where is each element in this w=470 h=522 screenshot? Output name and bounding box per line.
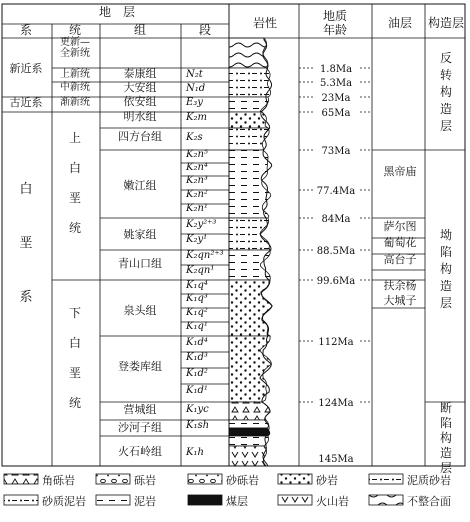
oil-layer-label: 扶余杨大城子 xyxy=(383,279,417,307)
legend-label: 不整合面 xyxy=(407,495,451,508)
formation-label: 大安组 xyxy=(123,81,157,94)
age-label: 99.6Ma xyxy=(316,276,356,287)
lithology-band xyxy=(229,112,268,128)
formation-column xyxy=(118,66,162,458)
formation-label: 嫩江组 xyxy=(123,179,157,192)
lithology-band xyxy=(229,446,267,466)
lithology-band xyxy=(229,38,268,68)
header-tectonic: 构造层 xyxy=(427,16,465,30)
legend-swatch-sandy-mudstone xyxy=(4,495,38,505)
member-code: K₂m xyxy=(186,112,207,123)
age-label: 88.5Ma xyxy=(316,246,356,257)
legend-label: 煤层 xyxy=(226,495,248,508)
member-code: K₂s xyxy=(186,132,203,143)
age-label: 73Ma xyxy=(321,146,351,157)
member-code: K₁yc xyxy=(186,404,209,415)
legend-swatch-angular-breccia xyxy=(4,474,38,484)
lithology-band xyxy=(229,402,270,420)
legend-swatch-sandstone xyxy=(278,474,312,484)
member-code: K₂n⁴ xyxy=(186,162,208,173)
member-code: K₁q⁴ xyxy=(186,280,208,291)
age-label: 84Ma xyxy=(321,214,351,225)
legend-swatch-muddy-sandstone xyxy=(369,474,403,484)
lithology-band xyxy=(229,336,271,402)
header-system: 系 xyxy=(19,23,33,37)
lithology-band xyxy=(229,436,268,446)
age-label: 1.8Ma xyxy=(319,64,353,75)
system-column xyxy=(10,61,43,305)
series-column xyxy=(60,36,90,410)
member-code: K₁q¹ xyxy=(186,321,208,332)
formation-label: 泰康组 xyxy=(123,67,157,80)
legend-swatch-coal xyxy=(188,495,222,505)
age-label: 112Ma xyxy=(318,337,354,348)
tectonic-label: 坳陷构造层 xyxy=(439,228,453,310)
legend-label: 砾岩 xyxy=(134,474,156,487)
legend-label: 砂岩 xyxy=(316,474,338,487)
legend xyxy=(4,473,451,508)
legend-swatch-unconformity xyxy=(369,495,403,505)
lithology-band xyxy=(229,128,269,150)
member-code: K₂qn¹ xyxy=(186,265,215,276)
table-header xyxy=(20,4,464,37)
tectonic-column xyxy=(440,51,452,475)
member-code: K₂n⁵ xyxy=(186,149,208,160)
member-code: K₁d² xyxy=(186,368,208,379)
legend-label: 砂砾岩 xyxy=(226,474,259,487)
member-code: K₁d⁴ xyxy=(186,337,208,348)
oil-layer-column xyxy=(384,164,417,307)
header-age: 地质年龄 xyxy=(322,9,348,37)
lithology-band xyxy=(229,68,271,97)
oil-layer-label: 葡萄花 xyxy=(383,236,417,249)
formation-label: 泉头组 xyxy=(123,304,157,317)
member-code: K₂n³ xyxy=(186,175,208,186)
member-code: K₁d³ xyxy=(186,352,208,363)
formation-label: 明水组 xyxy=(123,110,157,123)
header-series: 统 xyxy=(68,23,82,37)
member-code: K₂qn²⁺³ xyxy=(186,250,224,261)
legend-label: 火山岩 xyxy=(316,495,349,508)
lithology-column xyxy=(229,38,272,466)
member-code: K₁q² xyxy=(186,307,208,318)
series-label: 更新—全新统 xyxy=(60,37,90,59)
system-label: 古近系 xyxy=(9,96,43,109)
formation-label: 青山口组 xyxy=(118,257,162,270)
legend-label: 角砾岩 xyxy=(42,474,75,487)
header-oil-layer: 油层 xyxy=(387,16,413,30)
header-strata: 地 层 xyxy=(98,5,136,19)
member-code: N₂t xyxy=(186,69,203,80)
member-code: N₁d xyxy=(186,83,206,94)
system-label: 新近系 xyxy=(9,62,43,75)
member-code: K₁q³ xyxy=(186,293,208,304)
lithology-band xyxy=(229,420,269,428)
series-label: 中新统 xyxy=(60,82,90,93)
member-code: K₁h xyxy=(186,447,204,458)
formation-label: 营城组 xyxy=(123,403,157,416)
member-code: K₁sh xyxy=(186,420,210,431)
series-label: 渐新统 xyxy=(60,97,90,108)
legend-swatch-volcanic xyxy=(278,495,312,505)
series-label: 下白垩统 xyxy=(68,306,82,410)
oil-layer-label: 黑帝庙 xyxy=(383,165,417,178)
lithology-band xyxy=(229,218,270,250)
legend-label: 泥质砂岩 xyxy=(407,474,451,487)
legend-label: 砂质泥岩 xyxy=(42,495,86,508)
system-label: 白垩系 xyxy=(19,182,33,305)
member-code: K₂y¹ xyxy=(186,234,208,245)
oil-layer-label: 萨尔图 xyxy=(383,220,417,233)
legend-label: 泥岩 xyxy=(134,495,156,508)
header-lithology: 岩性 xyxy=(252,16,278,30)
legend-swatch-pebbly-sandstone xyxy=(188,474,222,484)
age-label: 77.4Ma xyxy=(316,186,356,197)
tectonic-label: 断陷构造层 xyxy=(439,401,453,475)
formation-label: 沙河子组 xyxy=(118,421,162,434)
tectonic-label: 反转构造层 xyxy=(439,51,453,133)
series-label: 上新统 xyxy=(60,69,90,80)
member-code: K₂n¹ xyxy=(186,203,208,214)
age-label: 124Ma xyxy=(318,398,354,409)
member-code: K₂y²⁺³ xyxy=(186,219,217,230)
member-code: K₂n² xyxy=(186,189,208,200)
formation-label: 依安组 xyxy=(123,95,157,108)
legend-swatch-conglomerate xyxy=(96,474,130,484)
member-column xyxy=(185,69,224,458)
age-label: 23Ma xyxy=(321,93,351,104)
formation-label: 火石岭组 xyxy=(118,445,162,458)
member-code: K₁d¹ xyxy=(186,385,208,396)
age-label: 145Ma xyxy=(318,454,354,465)
legend-swatch-mudstone xyxy=(96,495,130,505)
oil-layer-label: 高台子 xyxy=(383,253,417,266)
lithology-band xyxy=(229,97,268,112)
age-label: 5.3Ma xyxy=(319,78,353,89)
formation-label: 登娄库组 xyxy=(118,360,162,373)
series-label: 上白垩统 xyxy=(68,131,82,235)
lithology-band xyxy=(229,150,271,218)
age-label: 65Ma xyxy=(321,108,351,119)
lithology-band xyxy=(229,428,270,436)
header-group: 组 xyxy=(133,23,147,37)
formation-label: 姚家组 xyxy=(123,228,157,241)
formation-label: 四方台组 xyxy=(118,130,162,143)
member-code: E₃y xyxy=(186,97,203,108)
age-column xyxy=(299,64,372,466)
header-member: 段 xyxy=(198,23,212,37)
